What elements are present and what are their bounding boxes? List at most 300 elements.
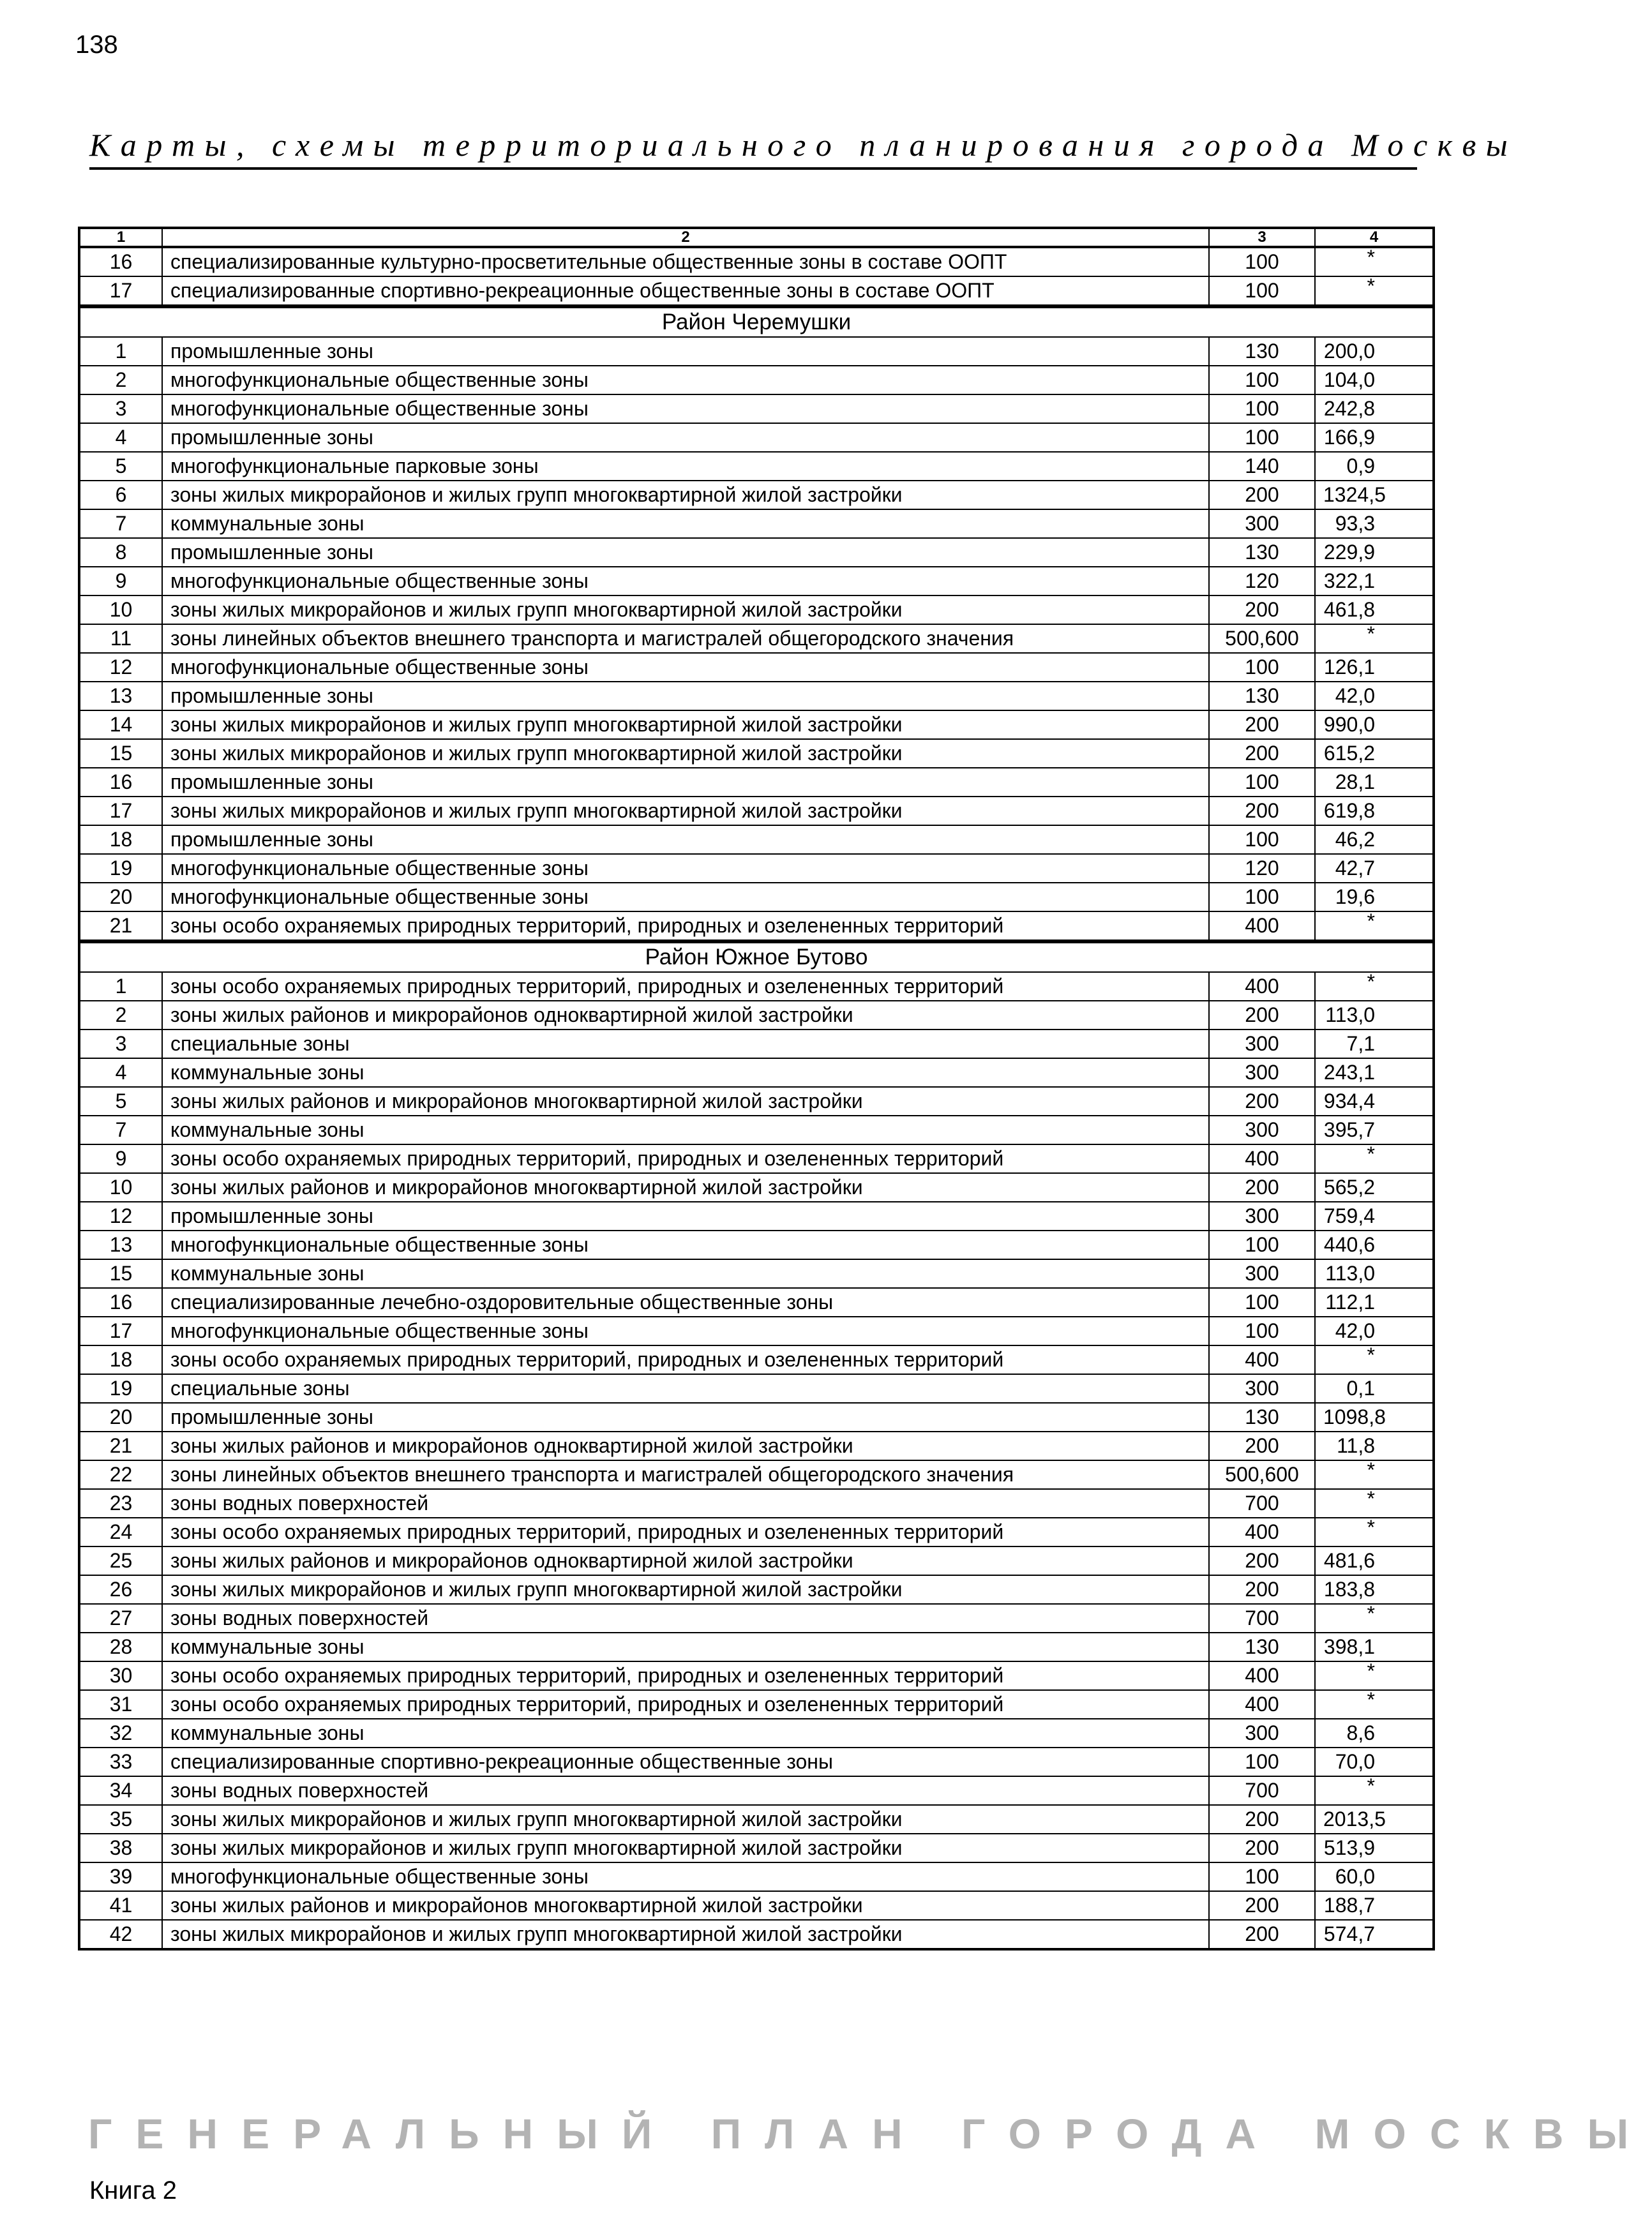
zone-type-cell: специальные зоны — [162, 1374, 1209, 1403]
zone-type-cell: промышленные зоны — [162, 682, 1209, 710]
zone-type-cell: многофункциональные общественные зоны — [162, 653, 1209, 682]
zone-type-cell: многофункциональные общественные зоны — [162, 854, 1209, 883]
district-header-row — [79, 941, 1434, 972]
zone-code-cell: 100 — [1209, 1748, 1315, 1776]
zone-type-cell: коммунальные зоны — [162, 509, 1209, 538]
area-cell: * — [1315, 972, 1434, 1001]
row-number-cell: 31 — [79, 1690, 162, 1719]
zone-code-cell: 100 — [1209, 247, 1315, 276]
area-cell: 8,6 — [1315, 1719, 1434, 1748]
zone-code-cell: 300 — [1209, 1202, 1315, 1231]
zone-code-cell: 200 — [1209, 797, 1315, 825]
row-number-cell: 9 — [79, 1144, 162, 1173]
area-cell: 11,8 — [1315, 1432, 1434, 1460]
zone-type-cell: коммунальные зоны — [162, 1058, 1209, 1087]
table-row — [79, 1345, 1434, 1374]
row-number-cell: 16 — [79, 1288, 162, 1317]
zone-type-cell: зоны жилых районов и микрорайонов одноквартирной жилой застройки — [162, 1001, 1209, 1030]
zone-type-cell: промышленные зоны — [162, 423, 1209, 452]
table-row — [79, 1518, 1434, 1546]
table-row — [79, 797, 1434, 825]
zone-code-cell: 100 — [1209, 825, 1315, 854]
header-rule — [89, 167, 1417, 170]
zone-type-cell: зоны жилых районов и микрорайонов одноквартирной жилой застройки — [162, 1546, 1209, 1575]
zone-code-cell: 130 — [1209, 538, 1315, 567]
zone-code-cell: 100 — [1209, 423, 1315, 452]
table-row — [79, 1862, 1434, 1891]
zone-type-cell: промышленные зоны — [162, 768, 1209, 797]
zone-type-cell: многофункциональные общественные зоны — [162, 394, 1209, 423]
area-cell: 42,0 — [1315, 682, 1434, 710]
zone-type-cell: зоны особо охраняемых природных территорий, природных и озелененных территорий — [162, 1518, 1209, 1546]
zone-table — [78, 227, 1435, 1951]
table-row — [79, 1489, 1434, 1518]
zone-type-cell: зоны жилых микрорайонов и жилых групп многоквартирной жилой застройки — [162, 797, 1209, 825]
zone-code-cell: 200 — [1209, 595, 1315, 624]
area-cell: 166,9 — [1315, 423, 1434, 452]
zone-code-cell: 100 — [1209, 394, 1315, 423]
table-row — [79, 1719, 1434, 1748]
row-number-cell: 10 — [79, 595, 162, 624]
table-row — [79, 1805, 1434, 1834]
zone-code-cell: 200 — [1209, 1834, 1315, 1862]
zone-type-cell: зоны особо охраняемых природных территорий, природных и озелененных территорий — [162, 911, 1209, 941]
zone-type-cell: зоны линейных объектов внешнего транспорта и магистралей общегородского значения — [162, 1460, 1209, 1489]
zone-code-cell: 100 — [1209, 653, 1315, 682]
zone-code-cell: 700 — [1209, 1489, 1315, 1518]
zone-code-cell: 200 — [1209, 1546, 1315, 1575]
zone-code-cell: 200 — [1209, 1087, 1315, 1116]
area-cell: * — [1315, 911, 1434, 941]
area-cell: 183,8 — [1315, 1575, 1434, 1604]
table-body — [79, 247, 1434, 1949]
header-cell-2: 2 — [162, 228, 1209, 247]
table-row — [79, 276, 1434, 306]
zone-type-cell: коммунальные зоны — [162, 1116, 1209, 1144]
area-cell: 126,1 — [1315, 653, 1434, 682]
table-row — [79, 1317, 1434, 1345]
table-row — [79, 1144, 1434, 1173]
row-number-cell: 5 — [79, 1087, 162, 1116]
header-cell-4: 4 — [1315, 228, 1434, 247]
area-cell: 113,0 — [1315, 1259, 1434, 1288]
zone-type-cell: зоны линейных объектов внешнего транспорта и магистралей общегородского значения — [162, 624, 1209, 653]
zone-type-cell: зоны жилых микрорайонов и жилых групп многоквартирной жилой застройки — [162, 1834, 1209, 1862]
zone-type-cell: многофункциональные общественные зоны — [162, 1862, 1209, 1891]
table-row — [79, 567, 1434, 595]
zone-code-cell: 120 — [1209, 567, 1315, 595]
table-row — [79, 1001, 1434, 1030]
row-number-cell: 19 — [79, 854, 162, 883]
table-row — [79, 911, 1434, 941]
table-row — [79, 1661, 1434, 1690]
area-cell: 242,8 — [1315, 394, 1434, 423]
zone-code-cell: 100 — [1209, 1231, 1315, 1259]
zone-code-cell: 200 — [1209, 1432, 1315, 1460]
row-number-cell: 12 — [79, 1202, 162, 1231]
area-cell: 395,7 — [1315, 1116, 1434, 1144]
zone-code-cell: 200 — [1209, 481, 1315, 509]
row-number-cell: 30 — [79, 1661, 162, 1690]
area-cell: 481,6 — [1315, 1546, 1434, 1575]
zone-type-cell: зоны водных поверхностей — [162, 1489, 1209, 1518]
area-cell: * — [1315, 1345, 1434, 1374]
table-row — [79, 1460, 1434, 1489]
row-number-cell: 12 — [79, 653, 162, 682]
row-number-cell: 21 — [79, 1432, 162, 1460]
row-number-cell: 39 — [79, 1862, 162, 1891]
table-row — [79, 366, 1434, 394]
zone-type-cell: промышленные зоны — [162, 337, 1209, 366]
area-cell: * — [1315, 624, 1434, 653]
table-row — [79, 710, 1434, 739]
zone-code-cell: 100 — [1209, 768, 1315, 797]
header-cell-1: 1 — [79, 228, 162, 247]
table-row — [79, 1288, 1434, 1317]
area-cell: 2013,5 — [1315, 1805, 1434, 1834]
area-cell: 70,0 — [1315, 1748, 1434, 1776]
table-row — [79, 538, 1434, 567]
zone-type-cell: зоны особо охраняемых природных территорий, природных и озелененных территорий — [162, 972, 1209, 1001]
row-number-cell: 5 — [79, 452, 162, 481]
zone-code-cell: 130 — [1209, 682, 1315, 710]
table-row — [79, 1633, 1434, 1661]
zone-code-cell: 120 — [1209, 854, 1315, 883]
zone-type-cell: зоны жилых микрорайонов и жилых групп многоквартирной жилой застройки — [162, 595, 1209, 624]
zone-type-cell: зоны жилых микрорайонов и жилых групп многоквартирной жилой застройки — [162, 1805, 1209, 1834]
zone-code-cell: 400 — [1209, 1661, 1315, 1690]
zone-type-cell: зоны жилых микрорайонов и жилых групп многоквартирной жилой застройки — [162, 710, 1209, 739]
row-number-cell: 17 — [79, 1317, 162, 1345]
table-row — [79, 1087, 1434, 1116]
row-number-cell: 25 — [79, 1546, 162, 1575]
zone-code-cell: 100 — [1209, 366, 1315, 394]
zone-code-cell: 140 — [1209, 452, 1315, 481]
zone-code-cell: 300 — [1209, 1374, 1315, 1403]
row-number-cell: 2 — [79, 366, 162, 394]
zone-code-cell: 130 — [1209, 337, 1315, 366]
zone-type-cell: зоны водных поверхностей — [162, 1776, 1209, 1805]
area-cell: 565,2 — [1315, 1173, 1434, 1202]
zone-code-cell: 100 — [1209, 883, 1315, 911]
zone-type-cell: зоны жилых микрорайонов и жилых групп многоквартирной жилой застройки — [162, 1920, 1209, 1949]
row-number-cell: 27 — [79, 1604, 162, 1633]
row-number-cell: 38 — [79, 1834, 162, 1862]
row-number-cell: 41 — [79, 1891, 162, 1920]
table-row — [79, 624, 1434, 653]
zone-code-cell: 500,600 — [1209, 624, 1315, 653]
row-number-cell: 18 — [79, 825, 162, 854]
row-number-cell: 34 — [79, 1776, 162, 1805]
zone-code-cell: 100 — [1209, 1317, 1315, 1345]
row-number-cell: 22 — [79, 1460, 162, 1489]
area-cell: * — [1315, 1661, 1434, 1690]
zone-code-cell: 700 — [1209, 1776, 1315, 1805]
area-cell: 0,9 — [1315, 452, 1434, 481]
table-row — [79, 883, 1434, 911]
area-cell: 93,3 — [1315, 509, 1434, 538]
area-cell: 113,0 — [1315, 1001, 1434, 1030]
table-row — [79, 1058, 1434, 1087]
zone-code-cell: 100 — [1209, 1288, 1315, 1317]
table-header — [79, 228, 1434, 247]
table-row — [79, 768, 1434, 797]
zone-code-cell: 100 — [1209, 1862, 1315, 1891]
zone-code-cell: 300 — [1209, 1116, 1315, 1144]
book-label: Книга 2 — [89, 2176, 177, 2205]
area-cell: 7,1 — [1315, 1030, 1434, 1058]
area-cell: 461,8 — [1315, 595, 1434, 624]
table-row — [79, 1776, 1434, 1805]
row-number-cell: 1 — [79, 337, 162, 366]
zone-type-cell: коммунальные зоны — [162, 1259, 1209, 1288]
zone-type-cell: зоны водных поверхностей — [162, 1604, 1209, 1633]
area-cell: 104,0 — [1315, 366, 1434, 394]
zone-code-cell: 200 — [1209, 1891, 1315, 1920]
running-header: Карты, схемы территориального планирования города Москвы — [89, 127, 1518, 163]
area-cell: 934,4 — [1315, 1087, 1434, 1116]
row-number-cell: 23 — [79, 1489, 162, 1518]
zone-code-cell: 300 — [1209, 509, 1315, 538]
zone-type-cell: зоны особо охраняемых природных территорий, природных и озелененных территорий — [162, 1345, 1209, 1374]
zone-type-cell: зоны жилых районов и микрорайонов одноквартирной жилой застройки — [162, 1432, 1209, 1460]
row-number-cell: 32 — [79, 1719, 162, 1748]
zone-code-cell: 300 — [1209, 1030, 1315, 1058]
row-number-cell: 20 — [79, 1403, 162, 1432]
area-cell: * — [1315, 247, 1434, 276]
zone-code-cell: 200 — [1209, 1173, 1315, 1202]
area-cell: 28,1 — [1315, 768, 1434, 797]
zone-type-cell: зоны особо охраняемых природных территорий, природных и озелененных территорий — [162, 1661, 1209, 1690]
table-row — [79, 854, 1434, 883]
zone-code-cell: 400 — [1209, 972, 1315, 1001]
zone-type-cell: промышленные зоны — [162, 538, 1209, 567]
area-cell: 0,1 — [1315, 1374, 1434, 1403]
row-number-cell: 17 — [79, 797, 162, 825]
header-cell-3: 3 — [1209, 228, 1315, 247]
zone-type-cell: зоны жилых микрорайонов и жилых групп многоквартирной жилой застройки — [162, 1575, 1209, 1604]
table-row — [79, 972, 1434, 1001]
zone-code-cell: 130 — [1209, 1403, 1315, 1432]
table-row — [79, 1231, 1434, 1259]
area-cell: 243,1 — [1315, 1058, 1434, 1087]
row-number-cell: 7 — [79, 509, 162, 538]
zone-type-cell: многофункциональные общественные зоны — [162, 1317, 1209, 1345]
row-number-cell: 19 — [79, 1374, 162, 1403]
row-number-cell: 28 — [79, 1633, 162, 1661]
zone-type-cell: специализированные спортивно-рекреационные общественные зоны в составе ООПТ — [162, 276, 1209, 306]
area-cell: 46,2 — [1315, 825, 1434, 854]
table-row — [79, 1891, 1434, 1920]
row-number-cell: 15 — [79, 739, 162, 768]
area-cell: 619,8 — [1315, 797, 1434, 825]
district-header-row — [79, 306, 1434, 337]
row-number-cell: 13 — [79, 682, 162, 710]
table-row — [79, 1604, 1434, 1633]
row-number-cell: 20 — [79, 883, 162, 911]
zone-code-cell: 400 — [1209, 1518, 1315, 1546]
table-row — [79, 1116, 1434, 1144]
zone-type-cell: многофункциональные общественные зоны — [162, 366, 1209, 394]
row-number-cell: 21 — [79, 911, 162, 941]
zone-type-cell: зоны жилых микрорайонов и жилых групп многоквартирной жилой застройки — [162, 739, 1209, 768]
area-cell: 112,1 — [1315, 1288, 1434, 1317]
row-number-cell: 17 — [79, 276, 162, 306]
row-number-cell: 13 — [79, 1231, 162, 1259]
area-cell: * — [1315, 1604, 1434, 1633]
row-number-cell: 10 — [79, 1173, 162, 1202]
row-number-cell: 9 — [79, 567, 162, 595]
row-number-cell: 11 — [79, 624, 162, 653]
row-number-cell: 4 — [79, 423, 162, 452]
row-number-cell: 35 — [79, 1805, 162, 1834]
zone-code-cell: 400 — [1209, 1690, 1315, 1719]
zone-type-cell: специализированные культурно-просветительные общественные зоны в составе ООПТ — [162, 247, 1209, 276]
zone-type-cell: зоны жилых районов и микрорайонов многоквартирной жилой застройки — [162, 1173, 1209, 1202]
area-cell: 440,6 — [1315, 1231, 1434, 1259]
table-row — [79, 394, 1434, 423]
table-row — [79, 682, 1434, 710]
zone-code-cell: 400 — [1209, 1144, 1315, 1173]
district-title: Район Черемушки — [79, 306, 1434, 337]
zone-type-cell: многофункциональные общественные зоны — [162, 1231, 1209, 1259]
table-row — [79, 1690, 1434, 1719]
area-cell: * — [1315, 1460, 1434, 1489]
table-row — [79, 1432, 1434, 1460]
area-cell: * — [1315, 1518, 1434, 1546]
zone-type-cell: промышленные зоны — [162, 1403, 1209, 1432]
zone-code-cell: 200 — [1209, 710, 1315, 739]
zone-code-cell: 200 — [1209, 739, 1315, 768]
zone-type-cell: многофункциональные общественные зоны — [162, 567, 1209, 595]
area-cell: * — [1315, 276, 1434, 306]
table-row — [79, 423, 1434, 452]
zone-type-cell: промышленные зоны — [162, 1202, 1209, 1231]
table-row — [79, 509, 1434, 538]
table-row — [79, 1259, 1434, 1288]
row-number-cell: 6 — [79, 481, 162, 509]
table-row — [79, 1403, 1434, 1432]
table-row — [79, 595, 1434, 624]
zone-type-cell: специальные зоны — [162, 1030, 1209, 1058]
table-row — [79, 1546, 1434, 1575]
table-row — [79, 1834, 1434, 1862]
row-number-cell: 26 — [79, 1575, 162, 1604]
row-number-cell: 15 — [79, 1259, 162, 1288]
area-cell: 200,0 — [1315, 337, 1434, 366]
table-row — [79, 1374, 1434, 1403]
zone-type-cell: специализированные лечебно-оздоровительные общественные зоны — [162, 1288, 1209, 1317]
zone-code-cell: 300 — [1209, 1719, 1315, 1748]
area-cell: 513,9 — [1315, 1834, 1434, 1862]
zone-code-cell: 300 — [1209, 1058, 1315, 1087]
table-row — [79, 653, 1434, 682]
row-number-cell: 24 — [79, 1518, 162, 1546]
row-number-cell: 16 — [79, 768, 162, 797]
zone-code-cell: 500,600 — [1209, 1460, 1315, 1489]
area-cell: * — [1315, 1690, 1434, 1719]
row-number-cell: 42 — [79, 1920, 162, 1949]
zone-code-cell: 400 — [1209, 911, 1315, 941]
zone-code-cell: 200 — [1209, 1805, 1315, 1834]
area-cell: * — [1315, 1489, 1434, 1518]
area-cell: 19,6 — [1315, 883, 1434, 911]
row-number-cell: 33 — [79, 1748, 162, 1776]
area-cell: 60,0 — [1315, 1862, 1434, 1891]
table-row — [79, 1575, 1434, 1604]
area-cell: 42,0 — [1315, 1317, 1434, 1345]
row-number-cell: 14 — [79, 710, 162, 739]
table-row — [79, 1748, 1434, 1776]
table-row — [79, 481, 1434, 509]
row-number-cell: 7 — [79, 1116, 162, 1144]
zone-code-cell: 200 — [1209, 1575, 1315, 1604]
zone-type-cell: коммунальные зоны — [162, 1633, 1209, 1661]
zone-type-cell: зоны жилых районов и микрорайонов многоквартирной жилой застройки — [162, 1087, 1209, 1116]
table-row — [79, 1202, 1434, 1231]
area-cell: 229,9 — [1315, 538, 1434, 567]
zone-code-cell: 200 — [1209, 1001, 1315, 1030]
zone-type-cell: коммунальные зоны — [162, 1719, 1209, 1748]
table-row — [79, 1920, 1434, 1949]
area-cell: 1098,8 — [1315, 1403, 1434, 1432]
row-number-cell: 2 — [79, 1001, 162, 1030]
area-cell: 398,1 — [1315, 1633, 1434, 1661]
row-number-cell: 8 — [79, 538, 162, 567]
zone-type-cell: специализированные спортивно-рекреационные общественные зоны — [162, 1748, 1209, 1776]
zone-code-cell: 200 — [1209, 1920, 1315, 1949]
table-row — [79, 825, 1434, 854]
table-row — [79, 1030, 1434, 1058]
table-row — [79, 1173, 1434, 1202]
area-cell: 574,7 — [1315, 1920, 1434, 1949]
table-row — [79, 739, 1434, 768]
zone-code-cell: 700 — [1209, 1604, 1315, 1633]
table-row — [79, 452, 1434, 481]
area-cell: 322,1 — [1315, 567, 1434, 595]
area-cell: 759,4 — [1315, 1202, 1434, 1231]
table-row — [79, 337, 1434, 366]
footer-title: ГЕНЕРАЛЬНЫЙ ПЛАН ГОРОДА МОСКВЫ — [88, 2110, 1652, 2157]
zone-type-cell: промышленные зоны — [162, 825, 1209, 854]
area-cell: * — [1315, 1144, 1434, 1173]
zone-code-cell: 130 — [1209, 1633, 1315, 1661]
zone-type-cell: многофункциональные парковые зоны — [162, 452, 1209, 481]
row-number-cell: 4 — [79, 1058, 162, 1087]
area-cell: 188,7 — [1315, 1891, 1434, 1920]
area-cell: 990,0 — [1315, 710, 1434, 739]
zone-code-cell: 100 — [1209, 276, 1315, 306]
row-number-cell: 3 — [79, 394, 162, 423]
zone-type-cell: зоны особо охраняемых природных территорий, природных и озелененных территорий — [162, 1690, 1209, 1719]
area-cell: 42,7 — [1315, 854, 1434, 883]
area-cell: 615,2 — [1315, 739, 1434, 768]
zone-code-cell: 400 — [1209, 1345, 1315, 1374]
row-number-cell: 18 — [79, 1345, 162, 1374]
district-title: Район Южное Бутово — [79, 941, 1434, 972]
zone-code-cell: 300 — [1209, 1259, 1315, 1288]
row-number-cell: 1 — [79, 972, 162, 1001]
header-row — [79, 228, 1434, 247]
zone-type-cell: зоны особо охраняемых природных территорий, природных и озелененных территорий — [162, 1144, 1209, 1173]
table-row — [79, 247, 1434, 276]
zone-type-cell: зоны жилых микрорайонов и жилых групп многоквартирной жилой застройки — [162, 481, 1209, 509]
page-number: 138 — [75, 31, 118, 59]
row-number-cell: 3 — [79, 1030, 162, 1058]
row-number-cell: 16 — [79, 247, 162, 276]
zone-type-cell: многофункциональные общественные зоны — [162, 883, 1209, 911]
zone-type-cell: зоны жилых районов и микрорайонов многоквартирной жилой застройки — [162, 1891, 1209, 1920]
